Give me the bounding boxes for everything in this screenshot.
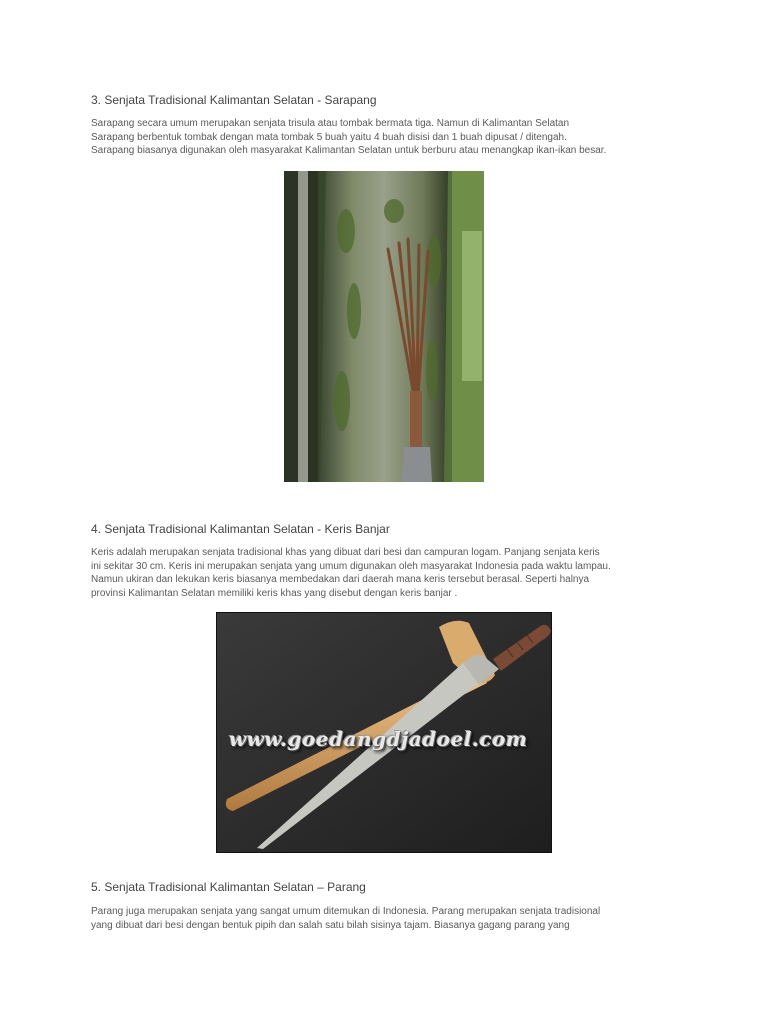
text-line: Namun ukiran dan lekukan keris biasanya membedakan dari daerah mana keris tersebut berasal. Seperti halnya	[91, 574, 590, 585]
text-line: ini sekitar 30 cm. Keris ini merupakan senjata yang umum digunakan oleh masyarakat Indonesia pada waktu lampau.	[91, 560, 611, 572]
text-line: yang dibuat dari besi dengan bentuk pipih dan salah satu bilah sisinya tajam. Biasanya gagang parang yang	[91, 919, 570, 931]
text-line: Parang juga merupakan senjata yang sangat umum ditemukan di Indonesia. Parang merupakan senjata tradisional	[91, 906, 601, 917]
text-line: Sarapang berbentuk tombak dengan mata tombak 5 buah yaitu 4 buah disisi dan 1 buah dipusat / ditengah.	[91, 131, 567, 143]
section-heading-sarapang: 3. Senjata Tradisional Kalimantan Selatan - Sarapang	[91, 93, 377, 107]
section-heading-parang: 5. Senjata Tradisional Kalimantan Selatan – Parang	[91, 880, 366, 894]
text-line: Keris adalah merupakan senjata tradisional khas yang dibuat dari besi dan campuran logam. Panjang senjata keris	[91, 547, 600, 558]
watermark-text: www.goedangdjadoel.com	[229, 727, 528, 751]
section-text-sarapang	[91, 117, 691, 158]
text-line: Sarapang biasanya digunakan oleh masyarakat Kalimantan Selatan untuk berburu atau menangkap ikan-ikan besar.	[91, 145, 607, 156]
text-line: provinsi Kalimantan Selatan memiliki keris khas yang disebut dengan keris banjar .	[91, 587, 458, 599]
section-text-parang	[91, 905, 691, 932]
sarapang-photo	[284, 171, 484, 482]
section-heading-keris-banjar: 4. Senjata Tradisional Kalimantan Selatan - Keris Banjar	[91, 522, 390, 536]
keris-banjar-photo	[216, 612, 552, 853]
section-text-keris-banjar	[91, 546, 691, 600]
text-line: Sarapang secara umum merupakan senjata trisula atau tombak bermata tiga. Namun di Kalimantan Selatan	[91, 118, 570, 129]
